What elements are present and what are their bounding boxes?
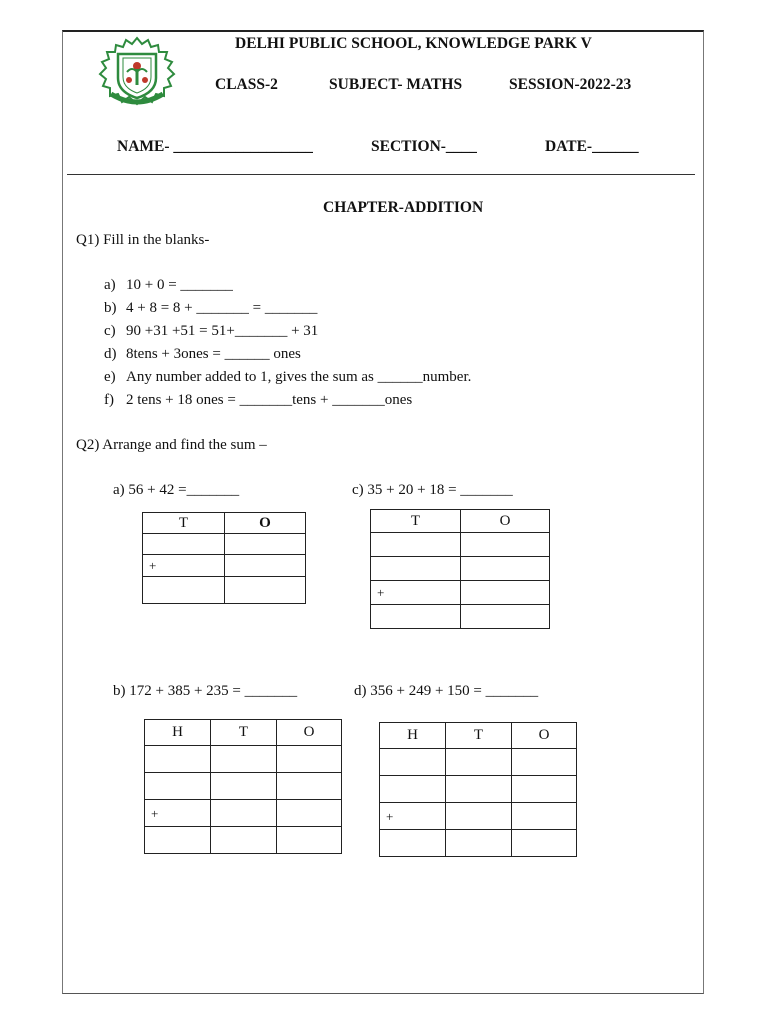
grid-cell[interactable] (380, 749, 446, 776)
answer-grid-a (142, 512, 306, 604)
grid-cell[interactable] (145, 773, 211, 800)
grid-cell[interactable] (461, 557, 550, 581)
grid-cell[interactable] (512, 749, 577, 776)
q1-item-label: c) (104, 323, 116, 339)
grid-cell[interactable] (145, 746, 211, 773)
header-divider (67, 174, 695, 175)
plus-sign: + (145, 800, 211, 827)
chapter-title: CHAPTER-ADDITION (323, 199, 484, 216)
grid-cell[interactable] (371, 533, 461, 557)
q1-item-label: e) (104, 369, 116, 385)
grid-cell[interactable] (277, 746, 342, 773)
grid-cell[interactable] (371, 605, 461, 629)
grid-cell[interactable] (225, 577, 306, 604)
grid-header: O (512, 723, 577, 749)
grid-header: T (143, 513, 225, 534)
grid-cell[interactable] (143, 577, 225, 604)
date-field[interactable]: DATE-______ (545, 138, 639, 155)
plus-sign: + (380, 803, 446, 830)
q1-title: Q1) Fill in the blanks- (76, 232, 210, 248)
grid-header: O (277, 720, 342, 746)
grid-header: T (371, 510, 461, 533)
q1-item-label: a) (104, 277, 116, 293)
grid-cell[interactable] (461, 581, 550, 605)
grid-cell[interactable] (512, 776, 577, 803)
grid-cell[interactable] (211, 746, 277, 773)
q2-problem-c[interactable]: c) 35 + 20 + 18 = _______ (352, 482, 513, 498)
q1-item-label: d) (104, 346, 117, 362)
q2-problem-d[interactable]: d) 356 + 249 + 150 = _______ (354, 683, 539, 699)
grid-cell[interactable] (143, 534, 225, 555)
q1-item-e (104, 369, 471, 386)
name-field[interactable]: NAME- __________________ (117, 138, 313, 155)
q1-item-text[interactable]: 10 + 0 = _______ (126, 277, 233, 293)
grid-cell[interactable] (461, 533, 550, 557)
plus-sign: + (371, 581, 461, 605)
subject-label: SUBJECT- MATHS (329, 76, 463, 93)
q1-item-a (104, 277, 233, 294)
answer-grid-c (370, 509, 550, 629)
grid-cell[interactable] (512, 803, 577, 830)
grid-cell[interactable] (380, 830, 446, 857)
grid-cell[interactable] (211, 800, 277, 827)
school-crest-logo (96, 36, 178, 108)
grid-header: H (145, 720, 211, 746)
grid-cell[interactable] (380, 776, 446, 803)
grid-cell[interactable] (225, 534, 306, 555)
q1-item-text[interactable]: 90 +31 +51 = 51+_______ + 31 (126, 323, 319, 339)
q2-title: Q2) Arrange and find the sum – (76, 437, 267, 453)
grid-cell[interactable] (211, 773, 277, 800)
q1-item-b (104, 300, 317, 317)
q1-item-c (104, 323, 318, 340)
q1-item-text[interactable]: 8tens + 3ones = ______ ones (126, 346, 301, 362)
grid-header: O (225, 513, 306, 534)
grid-cell[interactable] (446, 803, 512, 830)
q1-item-label: b) (104, 300, 117, 316)
plus-sign: + (143, 555, 225, 577)
q2-problem-a[interactable]: a) 56 + 42 =_______ (113, 482, 240, 498)
grid-header: O (461, 510, 550, 533)
grid-cell[interactable] (461, 605, 550, 629)
grid-cell[interactable] (277, 800, 342, 827)
grid-header: T (211, 720, 277, 746)
grid-cell[interactable] (277, 773, 342, 800)
grid-cell[interactable] (277, 827, 342, 854)
class-label: CLASS-2 (215, 76, 278, 93)
section-field[interactable]: SECTION-____ (371, 138, 477, 155)
answer-grid-d (379, 722, 577, 857)
grid-cell[interactable] (446, 830, 512, 857)
grid-cell[interactable] (446, 749, 512, 776)
grid-cell[interactable] (145, 827, 211, 854)
q1-item-f (104, 392, 412, 409)
q1-item-text[interactable]: 2 tens + 18 ones = _______tens + _______ones (126, 392, 413, 408)
grid-cell[interactable] (446, 776, 512, 803)
grid-cell[interactable] (211, 827, 277, 854)
q1-item-text[interactable]: 4 + 8 = 8 + _______ = _______ (126, 300, 318, 316)
grid-header: H (380, 723, 446, 749)
q1-item-label: f) (104, 392, 114, 408)
session-label: SESSION-2022-23 (509, 76, 632, 93)
grid-cell[interactable] (371, 557, 461, 581)
grid-header: T (446, 723, 512, 749)
q1-item-d (104, 346, 301, 363)
q1-item-text[interactable]: Any number added to 1, gives the sum as ______number. (126, 369, 472, 385)
answer-grid-b (144, 719, 342, 854)
grid-cell[interactable] (512, 830, 577, 857)
school-name: DELHI PUBLIC SCHOOL, KNOWLEDGE PARK V (235, 35, 592, 52)
q2-problem-b[interactable]: b) 172 + 385 + 235 = _______ (113, 683, 298, 699)
grid-cell[interactable] (225, 555, 306, 577)
